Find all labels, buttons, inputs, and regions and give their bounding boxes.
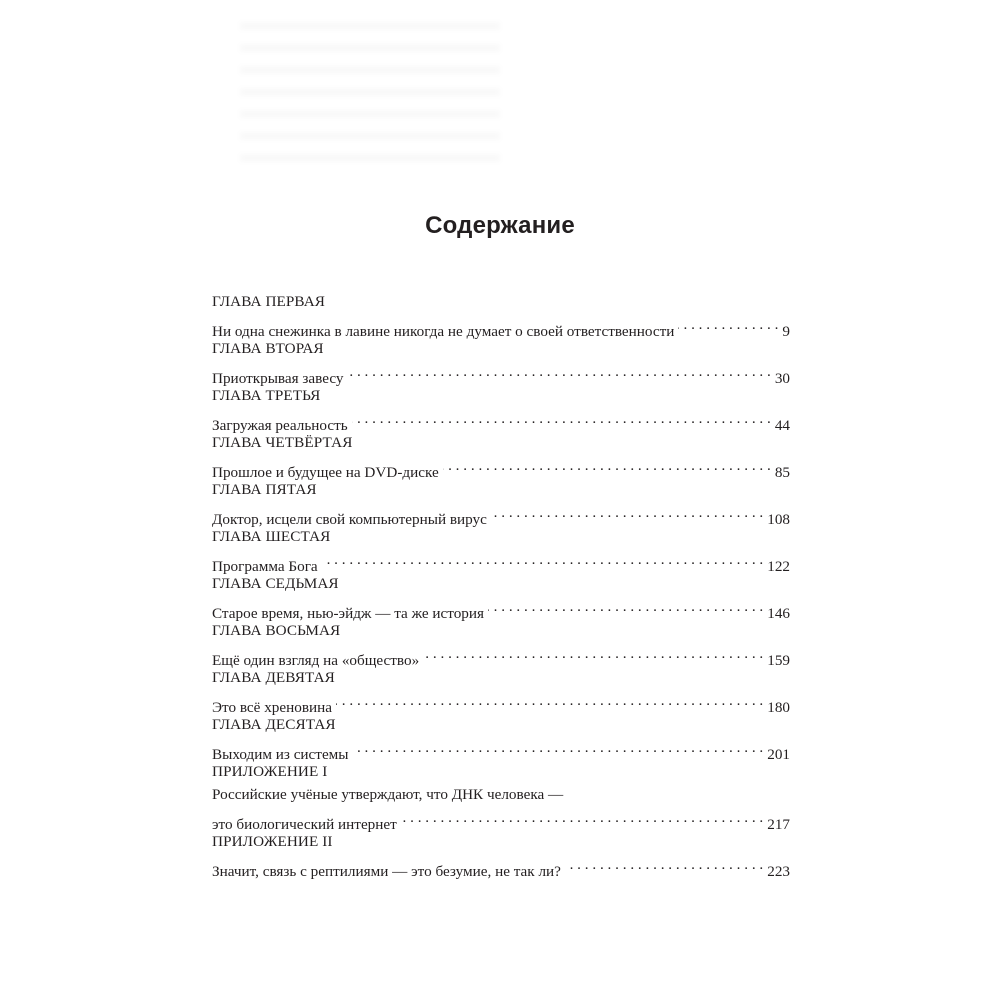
dot-leader — [322, 548, 764, 571]
toc-entry — [212, 290, 790, 340]
chapter-heading: ГЛАВА СЕДЬМАЯ — [212, 575, 339, 592]
chapter-title: Это всё хреновина — [212, 699, 333, 716]
chapter-line — [212, 407, 790, 434]
dot-leader — [401, 806, 763, 829]
page-number: 108 — [767, 511, 790, 528]
chapter-title: Приоткрывая завесу — [212, 370, 344, 387]
toc-entry — [212, 431, 790, 481]
toc-entry — [212, 572, 790, 622]
chapter-line — [212, 595, 790, 622]
page-number: 9 — [782, 323, 790, 340]
chapter-heading: ПРИЛОЖЕНИЕ I — [212, 763, 328, 780]
chapter-line — [212, 736, 790, 763]
dot-leader — [336, 689, 763, 712]
dot-leader — [423, 642, 763, 665]
chapter-heading: ГЛАВА ДЕСЯТАЯ — [212, 716, 336, 733]
chapter-title: Ни одна снежинка в лавине никогда не думает о своей ответственности — [212, 323, 675, 340]
page-title: Содержание — [425, 212, 575, 239]
page-number: 180 — [767, 699, 790, 716]
chapter-heading: ГЛАВА ДЕВЯТАЯ — [212, 669, 335, 686]
chapter-line — [212, 853, 790, 880]
chapter-line — [212, 454, 790, 481]
chapter-line — [212, 806, 790, 833]
page-number: 44 — [774, 417, 790, 434]
page-number: 201 — [767, 746, 790, 763]
chapter-title-line: Российские учёные утверждают, что ДНК человека — — [212, 786, 564, 803]
dot-leader — [678, 313, 778, 336]
page-number: 223 — [767, 863, 790, 880]
dot-leader — [488, 595, 763, 618]
chapter-heading: ПРИЛОЖЕНИЕ II — [212, 833, 333, 850]
dot-leader — [443, 454, 771, 477]
chapter-title: Доктор, исцели свой компьютерный вирус — [212, 511, 487, 528]
page-number: 217 — [767, 816, 790, 833]
chapter-title: Программа Бога — [212, 558, 318, 575]
page-number: 146 — [767, 605, 790, 622]
chapter-title: Старое время, нью-эйдж — та же история — [212, 605, 485, 622]
chapter-line — [212, 360, 790, 387]
dot-leader — [491, 501, 763, 524]
chapter-title: Прошлое и будущее на DVD-диске — [212, 464, 439, 481]
page-number: 122 — [767, 558, 790, 575]
chapter-heading: ГЛАВА ПЯТАЯ — [212, 481, 317, 498]
table-of-contents — [212, 290, 790, 880]
chapter-heading: ГЛАВА ВТОРАЯ — [212, 340, 324, 357]
chapter-heading: ГЛАВА ЧЕТВЁРТАЯ — [212, 434, 353, 451]
toc-entry — [212, 666, 790, 716]
chapter-line — [212, 501, 790, 528]
page-number: 85 — [774, 464, 790, 481]
chapter-title: Загружая реальность — [212, 417, 348, 434]
chapter-heading: ГЛАВА ШЕСТАЯ — [212, 528, 331, 545]
page-number: 30 — [774, 370, 790, 387]
dot-leader — [352, 407, 771, 430]
toc-entry — [212, 525, 790, 575]
dot-leader — [565, 853, 763, 876]
toc-entry — [212, 478, 790, 528]
page-number: 159 — [767, 652, 790, 669]
toc-entry — [212, 713, 790, 763]
chapter-line — [212, 642, 790, 669]
chapter-heading: ГЛАВА ПЕРВАЯ — [212, 293, 326, 310]
dot-leader — [353, 736, 764, 759]
chapter-title: Выходим из системы — [212, 746, 349, 763]
bleed-through-text — [240, 22, 500, 162]
toc-entry — [212, 384, 790, 434]
chapter-title: Ещё один взгляд на «общество» — [212, 652, 420, 669]
toc-entry — [212, 337, 790, 387]
chapter-title: Значит, связь с рептилиями — это безумие, не так ли? — [212, 863, 561, 880]
chapter-title: это биологический интернет — [212, 816, 397, 833]
toc-entry — [212, 830, 790, 880]
toc-entry — [212, 760, 790, 833]
toc-entry — [212, 619, 790, 669]
dot-leader — [347, 360, 770, 383]
chapter-heading: ГЛАВА ТРЕТЬЯ — [212, 387, 321, 404]
chapter-heading: ГЛАВА ВОСЬМАЯ — [212, 622, 341, 639]
chapter-line — [212, 313, 790, 340]
chapter-line — [212, 548, 790, 575]
chapter-line — [212, 689, 790, 716]
